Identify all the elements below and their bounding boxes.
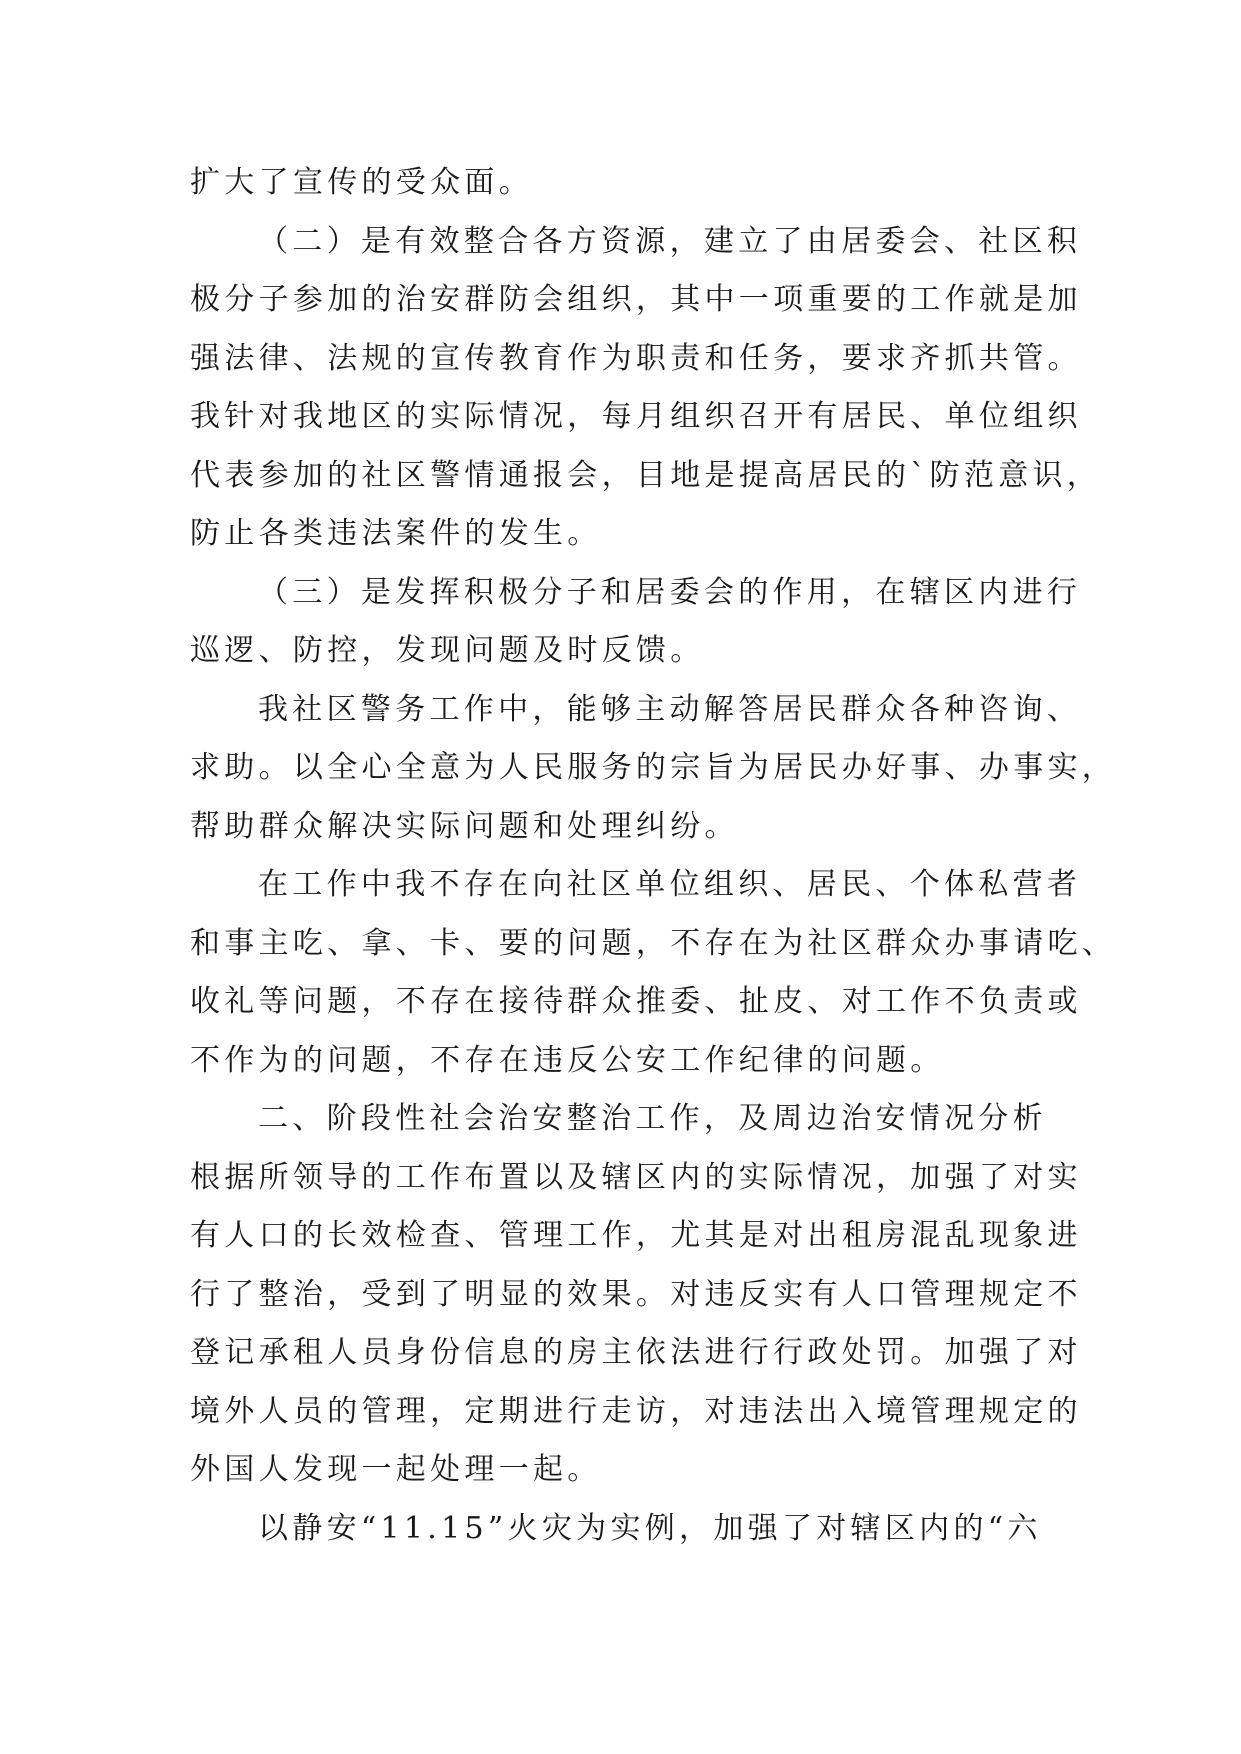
- text-line: 根据所领导的工作布置以及辖区内的实际情况，加强了对实: [190, 1159, 1082, 1195]
- text-line: 行了整治，受到了明显的效果。对违反实有人口管理规定不: [190, 1276, 1082, 1312]
- text-line: 在工作中我不存在向社区单位组织、居民、个体私营者: [258, 867, 1082, 902]
- text-line: 防止各类违法案件的发生。: [190, 516, 602, 551]
- text-line: 不作为的问题，不存在违反公安工作纪律的问题。: [190, 1042, 945, 1078]
- text-line: 外国人发现一起处理一起。: [190, 1452, 602, 1487]
- text-line: 登记承租人员身份信息的房主依法进行行政处罚。加强了对: [190, 1335, 1082, 1370]
- text-line: 收礼等问题，不存在接待群众推委、扯皮、对工作不负责或: [190, 984, 1082, 1019]
- text-line: 极分子参加的治安群防会组织，其中一项重要的工作就是加: [190, 282, 1082, 317]
- text-line: 巡逻、防控，发现问题及时反馈。: [190, 633, 705, 668]
- text-line: 扩大了宣传的受众面。: [190, 165, 533, 200]
- document-body: [190, 154, 1117, 1558]
- text-line: 有人口的长效检查、管理工作，尤其是对出租房混乱现象进: [190, 1218, 1082, 1253]
- text-line: 代表参加的社区警情通报会，目地是提高居民的`防范意识，: [190, 457, 1102, 493]
- text-line: 帮助群众解决实际问题和处理纠纷。: [190, 808, 739, 844]
- text-line: 强法律、法规的宣传教育作为职责和任务，要求齐抓共管。: [190, 340, 1082, 376]
- text-line: 二、阶段性社会治安整治工作，及周边治安情况分析: [258, 1101, 1047, 1136]
- text-line: 求助。以全心全意为人民服务的宗旨为居民办好事、办事实，: [190, 750, 1117, 785]
- text-line: 我社区警务工作中，能够主动解答居民群众各种咨询、: [258, 691, 1082, 727]
- text-line: 和事主吃、拿、卡、要的问题，不存在为社区群众办事请吃、: [190, 925, 1117, 961]
- text-line: （三）是发挥积极分子和居委会的作用，在辖区内进行: [258, 574, 1082, 610]
- text-line: 以静安“11.15”火灾为实例，加强了对辖区内的“六: [258, 1510, 1042, 1546]
- text-line: 境外人员的管理，定期进行走访，对违法出入境管理规定的: [190, 1393, 1082, 1429]
- text-line: （二）是有效整合各方资源，建立了由居委会、社区积: [258, 223, 1082, 259]
- text-line: 我针对我地区的实际情况，每月组织召开有居民、单位组织: [190, 399, 1082, 434]
